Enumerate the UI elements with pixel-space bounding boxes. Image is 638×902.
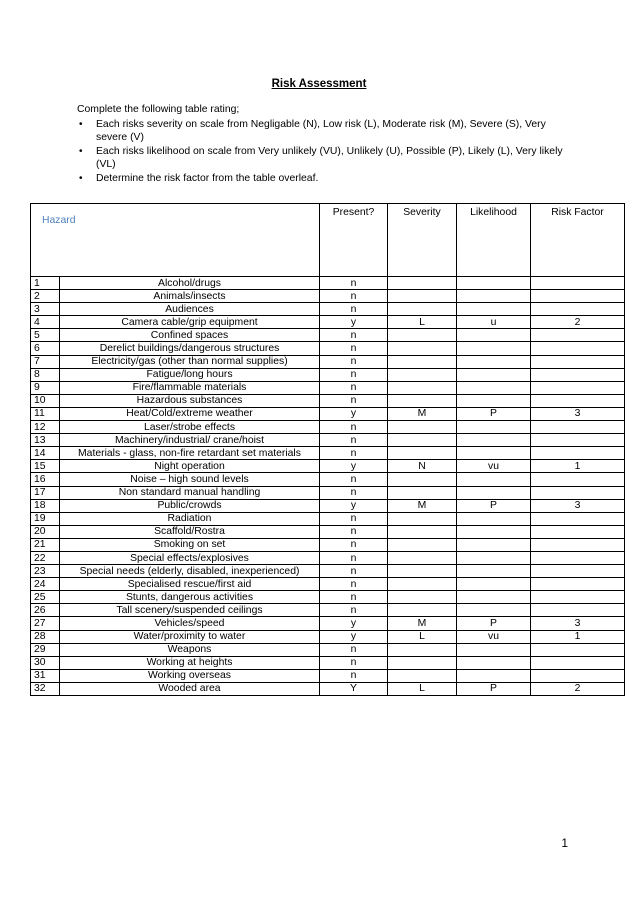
- table-row: [31, 290, 625, 303]
- hazard-cell: Wooded area: [60, 682, 320, 695]
- risk-assessment-table: [30, 203, 625, 696]
- hazard-cell: Specialised rescue/first aid: [60, 578, 320, 591]
- hazard-cell: Special effects/explosives: [60, 551, 320, 564]
- likelihood-cell: [457, 591, 531, 604]
- row-number: 6: [31, 342, 60, 355]
- row-number: 7: [31, 355, 60, 368]
- row-number: 5: [31, 329, 60, 342]
- table-row: [31, 565, 625, 578]
- severity-cell: [388, 486, 457, 499]
- table-row: [31, 277, 625, 290]
- likelihood-cell: [457, 277, 531, 290]
- page-number: 1: [561, 836, 568, 850]
- row-number: 29: [31, 643, 60, 656]
- present-cell: n: [320, 277, 388, 290]
- table-row: [31, 368, 625, 381]
- hazard-cell: Smoking on set: [60, 538, 320, 551]
- likelihood-cell: [457, 368, 531, 381]
- likelihood-cell: vu: [457, 630, 531, 643]
- likelihood-cell: [457, 525, 531, 538]
- likelihood-cell: [457, 565, 531, 578]
- table-row: [31, 421, 625, 434]
- severity-cell: N: [388, 460, 457, 473]
- risk-factor-cell: 3: [531, 499, 625, 512]
- severity-cell: M: [388, 617, 457, 630]
- severity-cell: [388, 643, 457, 656]
- row-number: 23: [31, 565, 60, 578]
- risk-factor-cell: [531, 303, 625, 316]
- severity-cell: [388, 434, 457, 447]
- likelihood-cell: [457, 578, 531, 591]
- table-row: [31, 381, 625, 394]
- severity-cell: [388, 512, 457, 525]
- table-body: [31, 277, 625, 696]
- hazard-cell: Machinery/industrial/ crane/hoist: [60, 434, 320, 447]
- hazard-cell: Working at heights: [60, 656, 320, 669]
- present-cell: n: [320, 486, 388, 499]
- table-row: [31, 538, 625, 551]
- hazard-cell: Derelict buildings/dangerous structures: [60, 342, 320, 355]
- present-cell: n: [320, 368, 388, 381]
- hazard-cell: Electricity/gas (other than normal supplies): [60, 355, 320, 368]
- header-present: Present?: [320, 204, 388, 277]
- likelihood-cell: [457, 434, 531, 447]
- hazard-cell: Alcohol/drugs: [60, 277, 320, 290]
- hazard-cell: Hazardous substances: [60, 394, 320, 407]
- hazard-cell: Vehicles/speed: [60, 617, 320, 630]
- table-row: [31, 604, 625, 617]
- hazard-cell: Confined spaces: [60, 329, 320, 342]
- likelihood-cell: [457, 290, 531, 303]
- instruction-likelihood: • Each risks likelihood on scale from Very unlikely (VU), Unlikely (U), Possible (P), Likely (L), Very likely (VL): [77, 145, 567, 172]
- present-cell: n: [320, 447, 388, 460]
- present-cell: n: [320, 342, 388, 355]
- present-cell: y: [320, 407, 388, 420]
- table-row: [31, 512, 625, 525]
- instruction-severity: • Each risks severity on scale from Negligable (N), Low risk (L), Moderate risk (M), Severe (S), Very severe (V): [77, 118, 567, 145]
- hazard-cell: Animals/insects: [60, 290, 320, 303]
- row-number: 4: [31, 316, 60, 329]
- likelihood-cell: [457, 421, 531, 434]
- present-cell: Y: [320, 682, 388, 695]
- severity-cell: [388, 525, 457, 538]
- row-number: 21: [31, 538, 60, 551]
- hazard-cell: Audiences: [60, 303, 320, 316]
- hazard-cell: Tall scenery/suspended ceilings: [60, 604, 320, 617]
- severity-cell: L: [388, 682, 457, 695]
- severity-cell: [388, 277, 457, 290]
- table-row: [31, 551, 625, 564]
- risk-factor-cell: [531, 329, 625, 342]
- present-cell: n: [320, 512, 388, 525]
- hazard-cell: Non standard manual handling: [60, 486, 320, 499]
- severity-cell: [388, 551, 457, 564]
- present-cell: n: [320, 394, 388, 407]
- risk-factor-cell: [531, 486, 625, 499]
- likelihood-cell: [457, 486, 531, 499]
- hazard-cell: Radiation: [60, 512, 320, 525]
- severity-cell: [388, 669, 457, 682]
- hazard-cell: Scaffold/Rostra: [60, 525, 320, 538]
- header-severity: Severity: [388, 204, 457, 277]
- risk-factor-cell: [531, 578, 625, 591]
- hazard-cell: Night operation: [60, 460, 320, 473]
- hazard-cell: Laser/strobe effects: [60, 421, 320, 434]
- severity-cell: M: [388, 499, 457, 512]
- table-row: [31, 525, 625, 538]
- header-risk-factor: Risk Factor: [531, 204, 625, 277]
- present-cell: n: [320, 656, 388, 669]
- severity-cell: [388, 381, 457, 394]
- risk-factor-cell: [531, 421, 625, 434]
- likelihood-cell: [457, 303, 531, 316]
- instruction-risk-factor: • Determine the risk factor from the table overleaf.: [77, 172, 567, 185]
- likelihood-cell: [457, 643, 531, 656]
- present-cell: y: [320, 460, 388, 473]
- severity-cell: [388, 578, 457, 591]
- risk-factor-cell: [531, 368, 625, 381]
- hazard-cell: Noise – high sound levels: [60, 473, 320, 486]
- severity-cell: [388, 368, 457, 381]
- likelihood-cell: [457, 551, 531, 564]
- risk-factor-cell: [531, 381, 625, 394]
- severity-cell: [388, 355, 457, 368]
- row-number: 11: [31, 407, 60, 420]
- severity-cell: [388, 538, 457, 551]
- likelihood-cell: P: [457, 499, 531, 512]
- risk-factor-cell: [531, 604, 625, 617]
- hazard-cell: Camera cable/grip equipment: [60, 316, 320, 329]
- intro-text: Complete the following table rating;: [77, 104, 240, 115]
- present-cell: n: [320, 565, 388, 578]
- table-row: [31, 329, 625, 342]
- hazard-cell: Fire/flammable materials: [60, 381, 320, 394]
- risk-factor-cell: [531, 512, 625, 525]
- present-cell: y: [320, 617, 388, 630]
- likelihood-cell: [457, 473, 531, 486]
- table-row: [31, 434, 625, 447]
- hazard-cell: Water/proximity to water: [60, 630, 320, 643]
- present-cell: n: [320, 355, 388, 368]
- present-cell: n: [320, 551, 388, 564]
- risk-factor-cell: [531, 473, 625, 486]
- risk-factor-cell: [531, 290, 625, 303]
- row-number: 32: [31, 682, 60, 695]
- hazard-cell: Fatigue/long hours: [60, 368, 320, 381]
- row-number: 31: [31, 669, 60, 682]
- table-row: [31, 394, 625, 407]
- table-row: [31, 682, 625, 695]
- present-cell: n: [320, 591, 388, 604]
- likelihood-cell: [457, 512, 531, 525]
- table-row: [31, 342, 625, 355]
- severity-cell: [388, 303, 457, 316]
- severity-cell: [388, 447, 457, 460]
- likelihood-cell: [457, 394, 531, 407]
- risk-factor-cell: 1: [531, 630, 625, 643]
- row-number: 10: [31, 394, 60, 407]
- risk-factor-cell: [531, 551, 625, 564]
- table-row: [31, 316, 625, 329]
- hazard-cell: Weapons: [60, 643, 320, 656]
- table-row: [31, 643, 625, 656]
- row-number: 14: [31, 447, 60, 460]
- row-number: 16: [31, 473, 60, 486]
- likelihood-cell: [457, 381, 531, 394]
- row-number: 2: [31, 290, 60, 303]
- row-number: 20: [31, 525, 60, 538]
- table-row: [31, 669, 625, 682]
- likelihood-cell: [457, 669, 531, 682]
- row-number: 27: [31, 617, 60, 630]
- severity-cell: [388, 342, 457, 355]
- risk-factor-cell: 3: [531, 407, 625, 420]
- present-cell: n: [320, 434, 388, 447]
- severity-cell: [388, 591, 457, 604]
- likelihood-cell: u: [457, 316, 531, 329]
- severity-cell: M: [388, 407, 457, 420]
- risk-factor-cell: [531, 565, 625, 578]
- row-number: 28: [31, 630, 60, 643]
- severity-cell: [388, 329, 457, 342]
- severity-cell: [388, 656, 457, 669]
- hazard-cell: Working overseas: [60, 669, 320, 682]
- present-cell: n: [320, 303, 388, 316]
- risk-factor-cell: [531, 277, 625, 290]
- hazard-cell: Stunts, dangerous activities: [60, 591, 320, 604]
- header-hazard: Hazard: [31, 204, 320, 277]
- hazard-cell: Heat/Cold/extreme weather: [60, 407, 320, 420]
- row-number: 13: [31, 434, 60, 447]
- hazard-cell: Materials - glass, non-fire retardant set materials: [60, 447, 320, 460]
- table-row: [31, 447, 625, 460]
- table-row: [31, 617, 625, 630]
- risk-factor-cell: [531, 669, 625, 682]
- present-cell: n: [320, 604, 388, 617]
- present-cell: n: [320, 381, 388, 394]
- present-cell: n: [320, 421, 388, 434]
- likelihood-cell: P: [457, 407, 531, 420]
- present-cell: n: [320, 578, 388, 591]
- row-number: 9: [31, 381, 60, 394]
- risk-factor-cell: [531, 643, 625, 656]
- likelihood-cell: [457, 538, 531, 551]
- table-row: [31, 486, 625, 499]
- severity-cell: [388, 394, 457, 407]
- present-cell: y: [320, 499, 388, 512]
- risk-factor-cell: [531, 434, 625, 447]
- likelihood-cell: P: [457, 682, 531, 695]
- table-row: [31, 473, 625, 486]
- row-number: 1: [31, 277, 60, 290]
- header-likelihood: Likelihood: [457, 204, 531, 277]
- present-cell: n: [320, 329, 388, 342]
- likelihood-cell: vu: [457, 460, 531, 473]
- row-number: 18: [31, 499, 60, 512]
- page-title: Risk Assessment: [271, 78, 367, 90]
- row-number: 15: [31, 460, 60, 473]
- risk-factor-cell: [531, 538, 625, 551]
- row-number: 30: [31, 656, 60, 669]
- instructions-list: [77, 118, 567, 185]
- table-row: [31, 656, 625, 669]
- table-row: [31, 460, 625, 473]
- hazard-cell: Public/crowds: [60, 499, 320, 512]
- risk-factor-cell: 2: [531, 682, 625, 695]
- likelihood-cell: [457, 656, 531, 669]
- hazard-cell: Special needs (elderly, disabled, inexperienced): [60, 565, 320, 578]
- likelihood-cell: [457, 447, 531, 460]
- severity-cell: [388, 290, 457, 303]
- row-number: 24: [31, 578, 60, 591]
- present-cell: n: [320, 538, 388, 551]
- present-cell: n: [320, 290, 388, 303]
- present-cell: y: [320, 630, 388, 643]
- present-cell: y: [320, 316, 388, 329]
- likelihood-cell: P: [457, 617, 531, 630]
- likelihood-cell: [457, 329, 531, 342]
- table-row: [31, 630, 625, 643]
- row-number: 25: [31, 591, 60, 604]
- table-row: [31, 499, 625, 512]
- risk-factor-cell: [531, 591, 625, 604]
- row-number: 3: [31, 303, 60, 316]
- table-row: [31, 303, 625, 316]
- table-header-row: [31, 204, 625, 277]
- likelihood-cell: [457, 604, 531, 617]
- severity-cell: [388, 421, 457, 434]
- risk-factor-cell: 3: [531, 617, 625, 630]
- present-cell: n: [320, 525, 388, 538]
- present-cell: n: [320, 669, 388, 682]
- row-number: 17: [31, 486, 60, 499]
- risk-factor-cell: [531, 355, 625, 368]
- severity-cell: [388, 604, 457, 617]
- risk-factor-cell: [531, 342, 625, 355]
- risk-factor-cell: 1: [531, 460, 625, 473]
- likelihood-cell: [457, 342, 531, 355]
- risk-factor-cell: [531, 447, 625, 460]
- risk-factor-cell: [531, 525, 625, 538]
- table-row: [31, 591, 625, 604]
- row-number: 8: [31, 368, 60, 381]
- present-cell: n: [320, 473, 388, 486]
- table-row: [31, 355, 625, 368]
- risk-factor-cell: [531, 656, 625, 669]
- present-cell: n: [320, 643, 388, 656]
- severity-cell: L: [388, 630, 457, 643]
- row-number: 19: [31, 512, 60, 525]
- risk-factor-cell: [531, 394, 625, 407]
- severity-cell: [388, 473, 457, 486]
- row-number: 12: [31, 421, 60, 434]
- table-row: [31, 407, 625, 420]
- likelihood-cell: [457, 355, 531, 368]
- row-number: 26: [31, 604, 60, 617]
- severity-cell: [388, 565, 457, 578]
- severity-cell: L: [388, 316, 457, 329]
- row-number: 22: [31, 551, 60, 564]
- table-row: [31, 578, 625, 591]
- risk-factor-cell: 2: [531, 316, 625, 329]
